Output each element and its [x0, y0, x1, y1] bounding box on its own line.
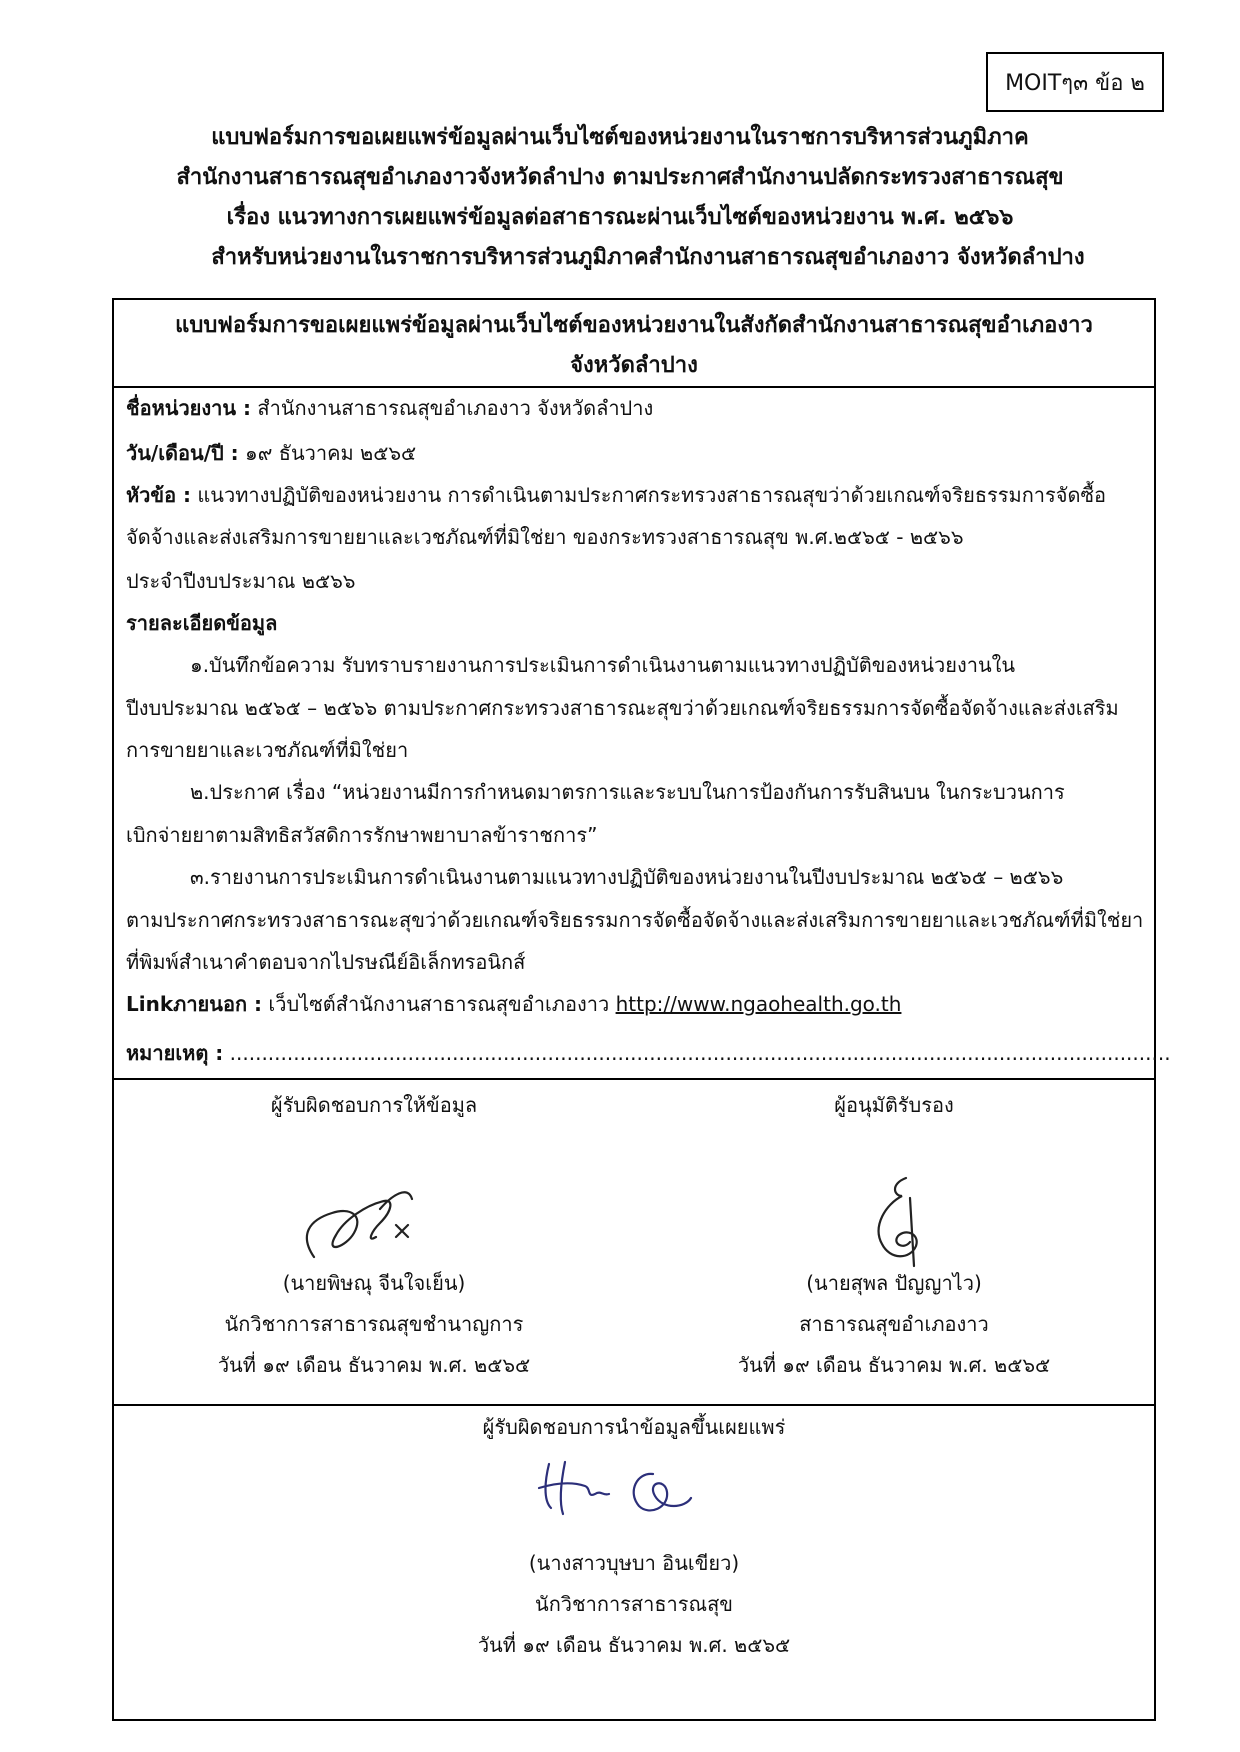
signature-publisher-image	[529, 1452, 749, 1532]
provider-name: (นายพิษณุ จีนใจเย็น)	[282, 1271, 466, 1295]
form-title-line-2: จังหวัดลำปาง	[570, 353, 698, 378]
provider-position: นักวิชาการสาธารณสุขชำนาญการ	[224, 1312, 524, 1336]
header-line-4: สำหรับหน่วยงานในราชการบริหารส่วนภูมิภาคสำนักงานสาธารณสุขอำเภองาว จังหวัดลำปาง	[211, 245, 1085, 270]
header-line-3: เรื่อง แนวทางการเผยแพร่ข้อมูลต่อสาธารณะผ่านเว็บไซต์ของหน่วยงาน พ.ศ. ๒๕๖๖	[226, 205, 1014, 230]
publisher-name: (นางสาวบุษบา อินเขียว)	[528, 1551, 740, 1575]
item-3-line-1: ๓.รายงานการประเมินการดำเนินงานตามแนวทางปฏิบัติของหน่วยงานในปีงบประมาณ ๒๕๖๕ – ๒๕๖๖	[190, 865, 1064, 889]
form-title	[114, 306, 1154, 386]
signature-provider-image	[284, 1165, 464, 1275]
item-1-line-1: ๑.บันทึกข้อความ รับทราบรายงานการประเมินการดำเนินงานตามแนวทางปฏิบัติของหน่วยงานใน	[190, 653, 1016, 677]
website-link[interactable]: http://www.ngaohealth.go.th	[615, 992, 902, 1016]
topic-line-2: จัดจ้างและส่งเสริมการขายยาและเวชภัณฑ์ที่มิใช่ยา ของกระทรวงสาธารณสุข พ.ศ.๒๕๖๕ - ๒๕๖๖	[126, 525, 964, 549]
signature-approver-image	[844, 1170, 954, 1280]
publisher-role: ผู้รับผิดชอบการนำข้อมูลขึ้นเผยแพร่	[482, 1415, 786, 1439]
document-header	[0, 118, 1240, 278]
details-heading: รายละเอียดข้อมูล	[126, 611, 278, 635]
note-value: ....................................................................................................................................................	[223, 1041, 1171, 1065]
provider-role: ผู้รับผิดชอบการให้ข้อมูล	[270, 1093, 478, 1117]
provider-date: วันที่ ๑๙ เดือน ธันวาคม พ.ศ. ๒๕๖๕	[217, 1353, 531, 1377]
date-row	[126, 438, 416, 468]
document-code: MOITๆ๓ ข้อ ๒	[1005, 70, 1145, 96]
external-link-row	[126, 989, 901, 1019]
header-line-2: สำนักงานสาธารณสุขอำเภองาวจังหวัดลำปาง ตามประกาศสำนักงานปลัดกระทรวงสาธารณสุข	[176, 165, 1064, 190]
note-row	[126, 1038, 1171, 1068]
note-label: หมายเหตุ :	[126, 1041, 224, 1065]
item-2-line-2: เบิกจ่ายยาตามสิทธิสวัสดิการรักษาพยาบาลข้าราชการ”	[126, 823, 598, 847]
request-form	[112, 298, 1171, 1721]
date-value: ๑๙ ธันวาคม ๒๕๖๕	[238, 441, 417, 465]
form-title-line-1: แบบฟอร์มการขอเผยแพร่ข้อมูลผ่านเว็บไซต์ของหน่วยงานในสังกัดสำนักงานสาธารณสุขอำเภองาว	[175, 313, 1093, 338]
unit-label: ชื่อหน่วยงาน :	[126, 396, 252, 420]
topic-label: หัวข้อ :	[126, 483, 192, 507]
approver-name: (นายสุพล ปัญญาไว)	[806, 1271, 982, 1295]
link-label: Linkภายนอก :	[126, 992, 263, 1016]
topic-row	[126, 480, 1106, 510]
item-1-line-2: ปีงบประมาณ ๒๕๖๕ – ๒๕๖๖ ตามประกาศกระทรวงสาธารณะสุขว่าด้วยเกณฑ์จริยธรรมการจัดซื้อจัดจ้างและส่งเสริม	[126, 696, 1119, 720]
item-3-line-3: ที่พิมพ์สำเนาคำตอบจากไปรษณีย์อิเล็กทรอนิกส์	[126, 950, 526, 974]
document-code-box	[986, 52, 1164, 112]
publisher-position: นักวิชาการสาธารณสุข	[535, 1592, 733, 1616]
divider	[114, 1078, 1154, 1080]
item-3-line-2: ตามประกาศกระทรวงสาธารณะสุขว่าด้วยเกณฑ์จริยธรรมการจัดซื้อจัดจ้างและส่งเสริมการขายยาและเวชภัณฑ์ที่มิใช่ยา	[126, 908, 1144, 932]
publisher-date: วันที่ ๑๙ เดือน ธันวาคม พ.ศ. ๒๕๖๕	[477, 1633, 791, 1657]
link-description: เว็บไซต์สำนักงานสาธารณสุขอำเภองาว	[262, 992, 616, 1016]
item-2-line-1: ๒.ประกาศ เรื่อง “หน่วยงานมีการกำหนดมาตรการและระบบในการป้องกันการรับสินบน ในกระบวนการ	[190, 780, 1065, 804]
unit-row	[126, 393, 653, 423]
unit-value: สำนักงานสาธารณสุขอำเภองาว จังหวัดลำปาง	[251, 396, 654, 420]
header-line-1: แบบฟอร์มการขอเผยแพร่ข้อมูลผ่านเว็บไซต์ของหน่วยงานในราชการบริหารส่วนภูมิภาค	[211, 125, 1029, 150]
divider	[114, 1404, 1154, 1406]
divider	[114, 386, 1154, 388]
approver-date: วันที่ ๑๙ เดือน ธันวาคม พ.ศ. ๒๕๖๕	[737, 1353, 1051, 1377]
approver-position: สาธารณสุขอำเภองาว	[799, 1312, 989, 1336]
topic-line-3: ประจำปีงบประมาณ ๒๕๖๖	[126, 569, 356, 593]
date-label: วัน/เดือน/ปี :	[126, 441, 239, 465]
item-1-line-3: การขายยาและเวชภัณฑ์ที่มิใช่ยา	[126, 738, 409, 762]
approver-role: ผู้อนุมัติรับรอง	[834, 1093, 954, 1117]
topic-line-1: แนวทางปฏิบัติของหน่วยงาน การดำเนินตามประกาศกระทรวงสาธารณสุขว่าด้วยเกณฑ์จริยธรรมการจัดซื้อ	[191, 483, 1107, 507]
